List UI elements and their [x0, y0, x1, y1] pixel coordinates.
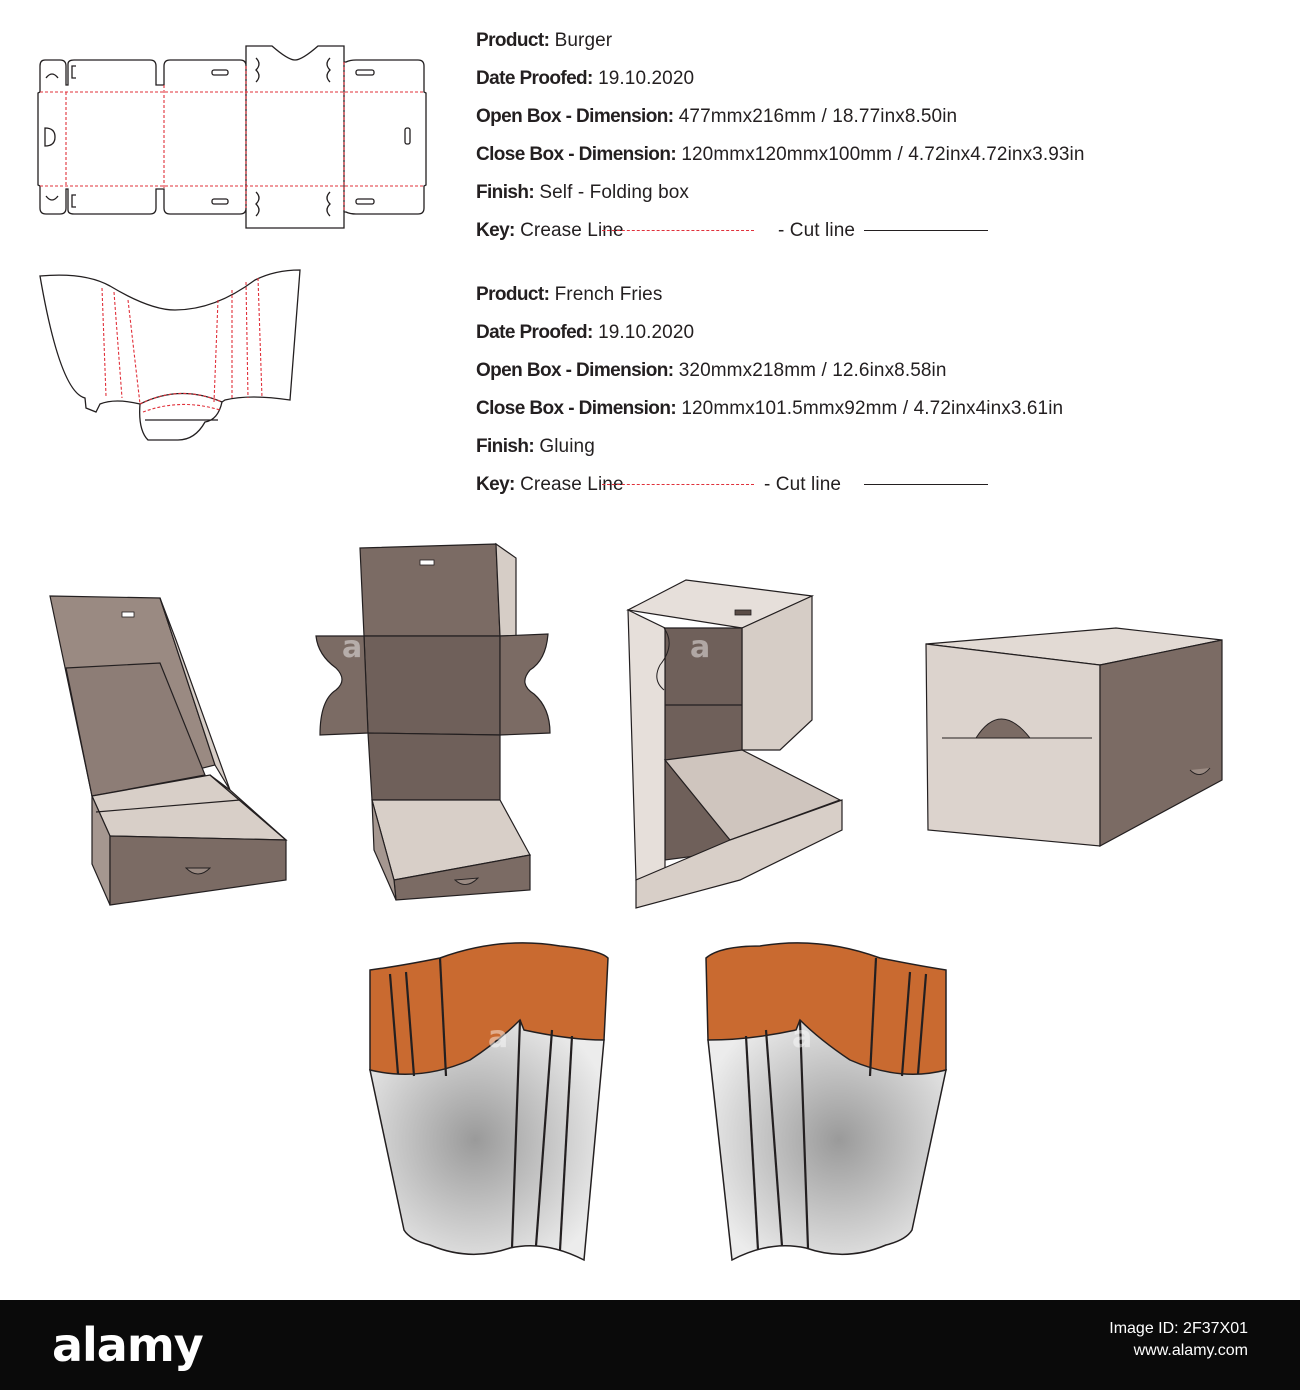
spec-label: Open Box - Dimension:: [476, 360, 674, 381]
spec-label: Close Box - Dimension:: [476, 398, 677, 419]
image-id: Image ID: 2F37X01: [1109, 1320, 1248, 1337]
key-crease-label: Crease Line: [520, 474, 624, 495]
spec-label: Product:: [476, 284, 550, 305]
site-url: www.alamy.com: [1133, 1342, 1248, 1359]
spec-label: Close Box - Dimension:: [476, 144, 677, 165]
spec-value: Gluing: [539, 436, 595, 457]
spec-value: French Fries: [554, 284, 663, 305]
spec-value: 120mmx101.5mmx92mm / 4.72inx4inx3.61in: [681, 398, 1064, 419]
key-crease-label: Crease Line: [520, 220, 624, 241]
watermark-glyph: a: [690, 630, 711, 665]
spec-value: 320mmx218mm / 12.6inx8.58in: [678, 360, 947, 381]
watermark-glyph: a: [792, 1020, 813, 1055]
watermark-glyph: a: [488, 1020, 509, 1055]
spec-label: Date Proofed:: [476, 68, 593, 89]
image-id-block: [1109, 1318, 1248, 1362]
spec-label: Key:: [476, 220, 515, 241]
spec-label: Finish:: [476, 436, 535, 457]
spec-label: Product:: [476, 30, 550, 51]
footer-bar: [0, 1300, 1300, 1390]
key-cut-label: - Cut line: [764, 474, 842, 495]
watermark-glyph: a: [342, 630, 363, 665]
spec-value: Self - Folding box: [539, 182, 690, 203]
spec-value: 19.10.2020: [598, 68, 695, 89]
spec-label: Finish:: [476, 182, 535, 203]
spec-value: 19.10.2020: [598, 322, 695, 343]
spec-value: 120mmx120mmx100mm / 4.72inx4.72inx3.93in: [681, 144, 1085, 165]
spec-value: 477mmx216mm / 18.77inx8.50in: [678, 106, 958, 127]
alamy-logo: alamy: [52, 1318, 203, 1372]
spec-label: Open Box - Dimension:: [476, 106, 674, 127]
spec-value: Burger: [554, 30, 613, 51]
key-cut-label: - Cut line: [778, 220, 856, 241]
spec-label: Key:: [476, 474, 515, 495]
spec-label: Date Proofed:: [476, 322, 593, 343]
